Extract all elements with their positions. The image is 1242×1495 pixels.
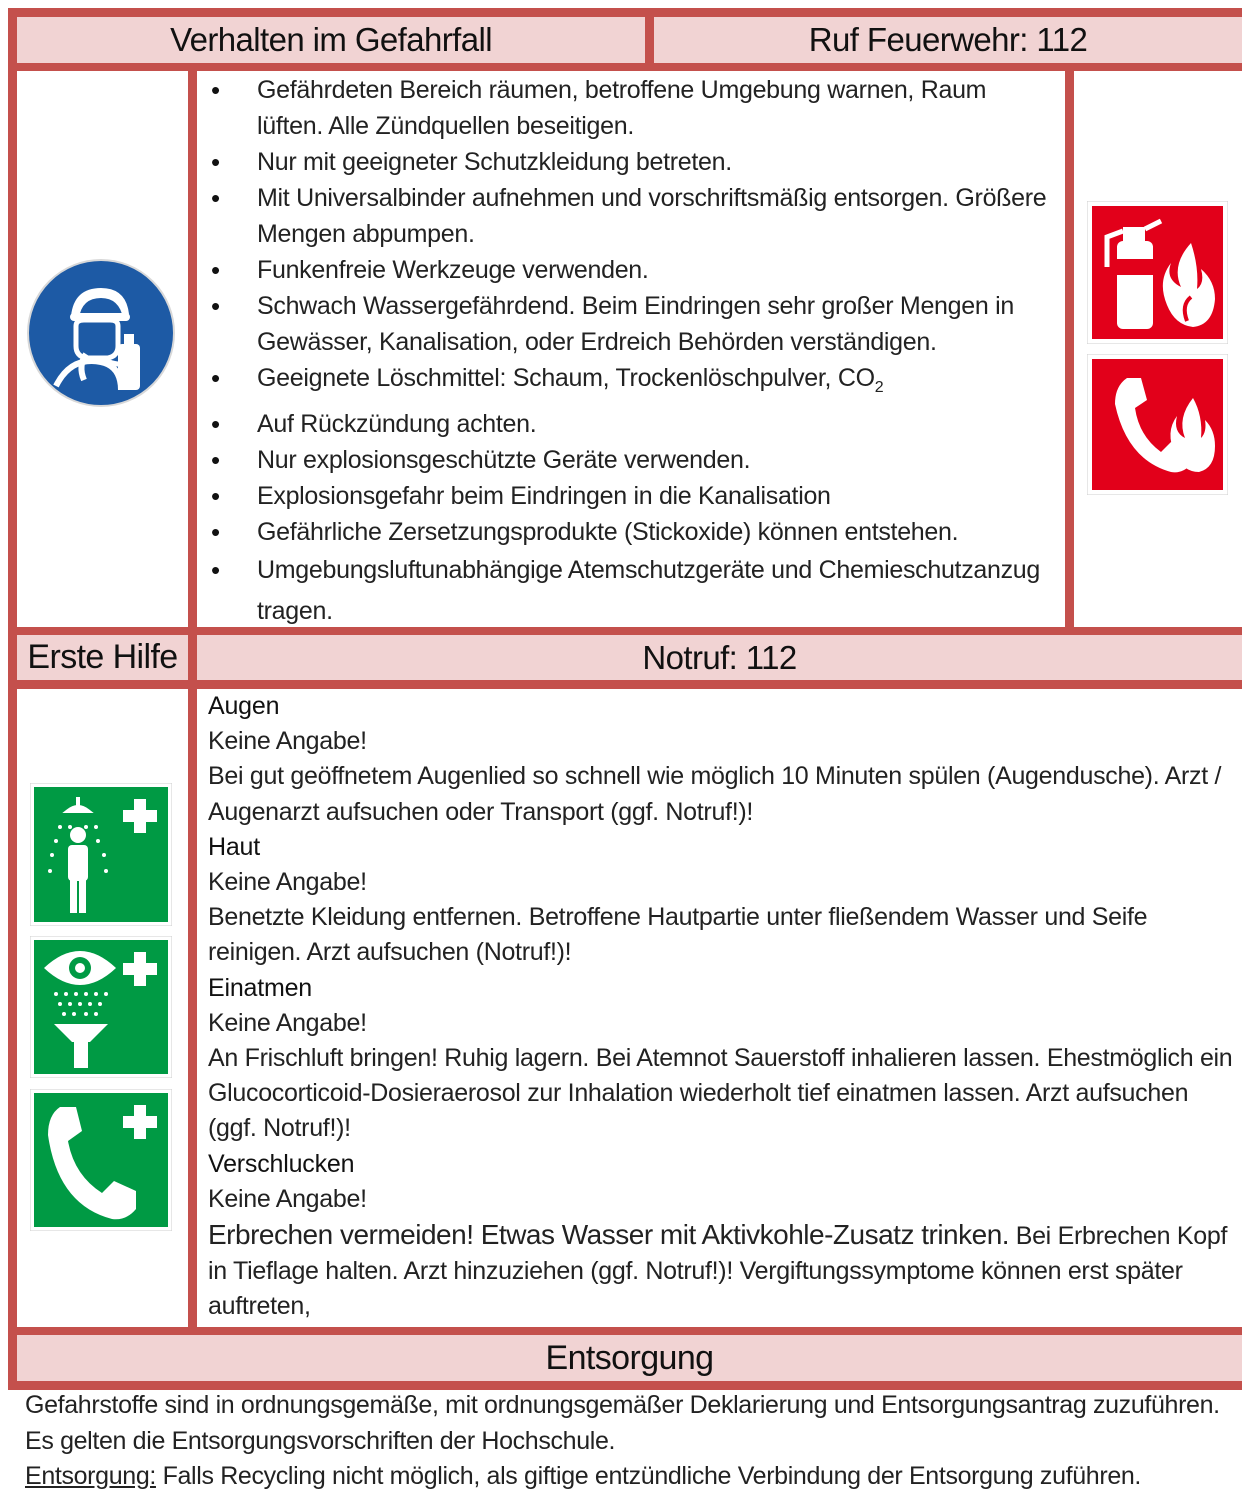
eyes-text: Bei gut geöffnetem Augenlied so schnell wie möglich 10 Minuten spülen (Augendusche). Arzt / Augenarzt aufsuchen oder Transport (ggf. Notruf!)! bbox=[208, 762, 1222, 826]
fire-phone-text: Ruf Feuerwehr: 112 bbox=[808, 21, 1088, 58]
disposal-note-text: Falls Recycling nicht möglich, als giftige entzündliche Verbindung der Entsorgung zuführen. bbox=[155, 1462, 1142, 1490]
danger-title: Verhalten im Gefahrfall bbox=[170, 21, 492, 58]
border-h3 bbox=[8, 680, 1242, 689]
divider-header1-mid bbox=[645, 17, 654, 63]
inhale-heading: Einatmen bbox=[208, 973, 313, 1002]
swallow-heading: Verschlucken bbox=[208, 1149, 355, 1178]
list-item: • Schwach Wassergefährdend. Beim Eindringen sehr großer Mengen in Gewässer, Kanalisation, oder Erdreich Behörden verständigen. bbox=[205, 288, 1055, 360]
emergency-phone-text: Notruf: 112 bbox=[642, 638, 797, 676]
swallow-text-large: Erbrechen vermeiden! Etwas Wasser mit Aktivkohle-Zusatz trinken. bbox=[208, 1219, 1010, 1251]
skin-heading: Haut bbox=[208, 832, 261, 861]
border-left bbox=[8, 8, 17, 1390]
list-item bbox=[205, 360, 1055, 406]
co2-subscript: 2 bbox=[874, 379, 884, 396]
fire-extinguisher-icon bbox=[1087, 201, 1228, 344]
swallow-text-rest: Bei Erbrechen Kopf in Tieflage halten. Arzt hinzuziehen (ggf. Notruf!)! Vergiftungssymptome können erst später auftreten, bbox=[208, 1222, 1228, 1321]
divider-first-aid bbox=[188, 689, 197, 1327]
fire-department-phone bbox=[654, 17, 1242, 63]
swallow-no-info: Keine Angabe! bbox=[208, 1184, 367, 1213]
border-h4 bbox=[8, 1327, 1242, 1335]
first-aid-phone-icon bbox=[30, 1089, 172, 1231]
divider-header2 bbox=[188, 635, 197, 680]
swallow-text bbox=[208, 1217, 1238, 1325]
border-top bbox=[8, 8, 1242, 17]
list-item: • Gefährliche Zersetzungsprodukte (Stickoxide) können entstehen. bbox=[205, 514, 1055, 550]
divider-danger-left bbox=[188, 71, 197, 627]
border-h2 bbox=[8, 627, 1242, 635]
emergency-phone bbox=[197, 635, 1242, 680]
eyes-no-info: Keine Angabe! bbox=[208, 727, 367, 756]
fire-emergency-phone-icon bbox=[1087, 354, 1228, 495]
respirator-mandatory-icon bbox=[26, 258, 176, 408]
disposal-label: Entsorgung: bbox=[25, 1462, 156, 1490]
danger-bullet-list bbox=[205, 72, 1055, 632]
disposal-paragraph: Gefahrstoffe sind in ordnungsgemäße, mit ordnungsgemäßer Deklarierung und Entsorgungsantrag zuzuführen. Es gelten die Entsorgungsvorschriften der Hochschule. bbox=[25, 1391, 1220, 1455]
skin-no-info: Keine Angabe! bbox=[208, 868, 367, 897]
list-item: • Mit Universalbinder aufnehmen und vorschriftsmäßig entsorgen. Größere Mengen abpumpen. bbox=[205, 180, 1055, 252]
emergency-shower-icon bbox=[30, 783, 172, 926]
list-item: • Nur mit geeigneter Schutzkleidung betreten. bbox=[205, 144, 1055, 180]
inhale-text: An Frischluft bringen! Ruhig lagern. Bei Atemnot Sauerstoff inhalieren lassen. Ehestmöglich ein Glucocorticoid-Dosieraerosol zur Inhalation wiederholt tief einatmen lassen. Arzt aufsuchen (ggf. Notruf!)! bbox=[208, 1044, 1233, 1143]
disposal-text bbox=[25, 1388, 1237, 1495]
list-item: • Umgebungsluftunabhängige Atemschutzgeräte und Chemieschutzanzug tragen. bbox=[205, 550, 1055, 632]
eyes-heading: Augen bbox=[208, 692, 280, 720]
border-h1 bbox=[8, 63, 1242, 71]
eye-wash-icon bbox=[30, 936, 172, 1078]
list-item: • Auf Rückzündung achten. bbox=[205, 406, 1055, 442]
list-item: • Gefährdeten Bereich räumen, betroffene Umgebung warnen, Raum lüften. Alle Zündquellen beseitigen. bbox=[205, 72, 1055, 144]
disposal-title: Entsorgung bbox=[545, 1338, 714, 1377]
extinguishing-agents-text: Geeignete Löschmittel: Schaum, Trockenlöschpulver, CO bbox=[257, 364, 875, 392]
list-item: • Funkenfreie Werkzeuge verwenden. bbox=[205, 252, 1055, 288]
divider-danger-right bbox=[1065, 71, 1074, 627]
skin-text: Benetzte Kleidung entfernen. Betroffene Hautpartie unter fließendem Wasser und Seife reinigen. Arzt aufsuchen (Notruf!)! bbox=[208, 903, 1148, 967]
first-aid-title: Erste Hilfe bbox=[27, 638, 178, 676]
first-aid-instructions bbox=[208, 689, 1238, 1325]
section-title-danger bbox=[17, 17, 645, 63]
section-title-disposal bbox=[17, 1335, 1242, 1381]
list-item: • Nur explosionsgeschützte Geräte verwenden. bbox=[205, 442, 1055, 478]
disposal-note bbox=[25, 1459, 1237, 1495]
inhale-no-info: Keine Angabe! bbox=[208, 1008, 367, 1037]
list-item: • Explosionsgefahr beim Eindringen in die Kanalisation bbox=[205, 478, 1055, 514]
section-title-first-aid bbox=[17, 635, 188, 680]
